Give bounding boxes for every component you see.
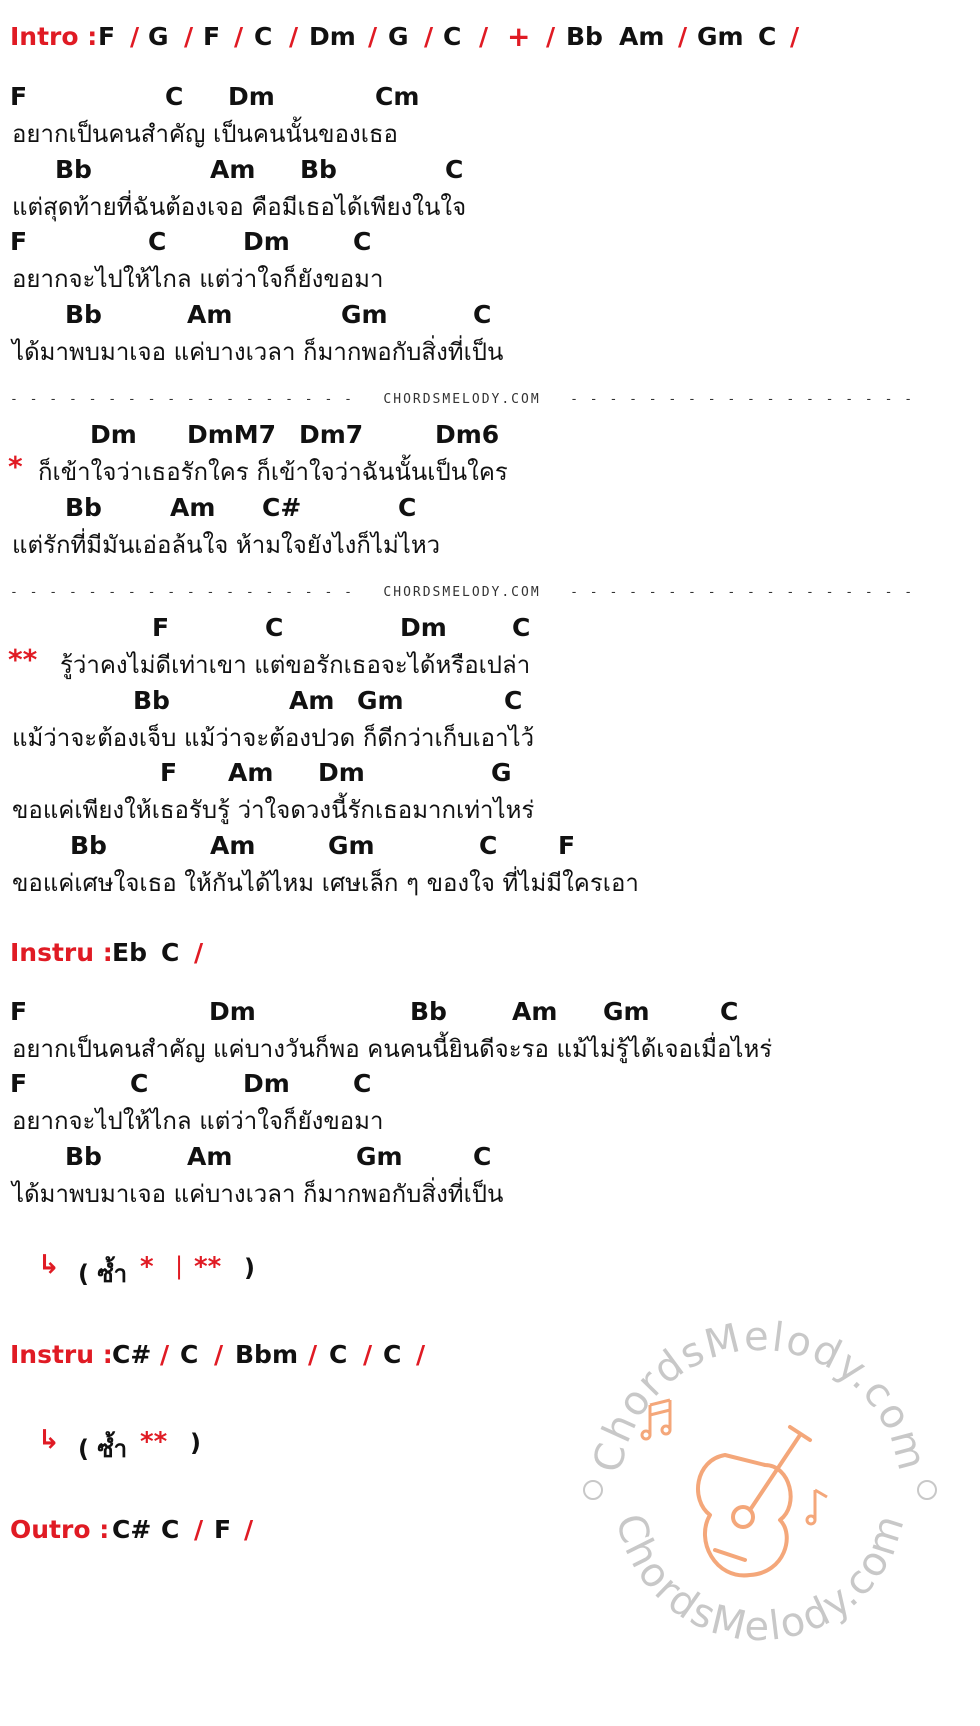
intro-slash: / xyxy=(130,22,140,51)
outro-slash: / xyxy=(244,1515,254,1544)
repeat-divider: | xyxy=(175,1252,184,1280)
intro-chord: G xyxy=(148,22,169,51)
lyric-line: แต่สุดท้ายที่ฉันต้องเจอ คือมีเธอได้เพียงในใจ xyxy=(12,193,467,221)
chord: C xyxy=(720,997,739,1026)
chord: F xyxy=(10,997,28,1026)
instru-label: Instru : xyxy=(10,1340,113,1369)
repeat-close: ) xyxy=(244,1254,255,1282)
intro-slash: / xyxy=(368,22,378,51)
chord: Am xyxy=(187,1142,233,1171)
chord: Dm xyxy=(243,227,290,256)
watermark-text-top: ChordsMelody.com xyxy=(584,1313,936,1477)
chord: C xyxy=(165,82,184,111)
intro-slash: / xyxy=(790,22,800,51)
chord: C xyxy=(445,155,464,184)
lyric-line: ได้มาพบมาเจอ แค่บางเวลา ก็มากพอกับสิ่งที่เป็น xyxy=(12,1180,504,1208)
intro-slash: / xyxy=(546,22,556,51)
lyric-line: แต่รักที่มีมันเอ่อล้นใจ ห้ามใจยังไงก็ไม่ไหว xyxy=(12,531,441,559)
instru-slash: / xyxy=(194,938,204,967)
lyric-line: ขอแค่เศษใจเธอ ให้กันได้ไหม เศษเล็ก ๆ ของใจ ที่ไม่มีใครเอา xyxy=(12,869,639,897)
chord: C xyxy=(265,613,284,642)
chord: Am xyxy=(210,155,256,184)
instru-slash: / xyxy=(416,1340,426,1369)
chord: F xyxy=(10,1069,28,1098)
chord: DmM7 xyxy=(187,420,277,449)
chorus-2-marker: ** xyxy=(8,643,38,676)
chord: Gm xyxy=(341,300,388,329)
chord: Dm xyxy=(209,997,256,1026)
separator: - - - - - - - - - - - - - - - - - - CHORDSMELODY.COM - - - - - - - - - - - - - - - - - - xyxy=(10,392,915,407)
chord: Am xyxy=(187,300,233,329)
chorus-1-marker: * xyxy=(8,450,23,483)
chord: Bb xyxy=(65,1142,102,1171)
intro-chord: F xyxy=(98,22,116,51)
chord: F xyxy=(152,613,170,642)
intro-chord: Am xyxy=(619,22,665,51)
instru-slash: / xyxy=(214,1340,224,1369)
intro-chord: Dm xyxy=(309,22,356,51)
watermark-text-bottom: ChordsMelody.com xyxy=(606,1508,915,1651)
chord: Am xyxy=(210,831,256,860)
chord: Dm xyxy=(90,420,137,449)
instru-label: Instru : xyxy=(10,938,113,967)
outro-label: Outro : xyxy=(10,1515,110,1544)
instru-chord: C xyxy=(161,938,180,967)
lyric-line: รู้ว่าคงไม่ดีเท่าเขา แต่ขอรักเธอจะได้หรือเปล่า xyxy=(60,651,531,679)
intro-chord: Gm xyxy=(697,22,744,51)
chord: C xyxy=(479,831,498,860)
chord: G xyxy=(491,758,512,787)
separator-text: CHORDSMELODY.COM xyxy=(383,585,541,600)
instru-chord: C xyxy=(180,1340,199,1369)
chord: Am xyxy=(228,758,274,787)
chord: Bb xyxy=(410,997,447,1026)
intro-slash: / xyxy=(234,22,244,51)
lyric-line: อยากจะไปให้ไกล แต่ว่าใจก็ยังขอมา xyxy=(12,1107,384,1135)
chord: Bb xyxy=(65,493,102,522)
intro-slash: / xyxy=(678,22,688,51)
plus-marker: + xyxy=(507,20,531,53)
instru-chord: C# xyxy=(112,1340,152,1369)
chord: C xyxy=(353,1069,372,1098)
chord: Gm xyxy=(357,686,404,715)
intro-chord: C xyxy=(758,22,777,51)
outro-chord: C# xyxy=(112,1515,152,1544)
instru-chord: Bbm xyxy=(235,1340,299,1369)
outro-chord: F xyxy=(214,1515,232,1544)
chord: Dm6 xyxy=(435,420,500,449)
chord: Gm xyxy=(328,831,375,860)
chord: C xyxy=(353,227,372,256)
chordsmelody-watermark-logo xyxy=(575,1305,945,1675)
chord: Dm7 xyxy=(299,420,364,449)
chord: Bb xyxy=(70,831,107,860)
chord: Dm xyxy=(243,1069,290,1098)
chord: Gm xyxy=(603,997,650,1026)
intro-chord: Bb xyxy=(566,22,603,51)
intro-slash: / xyxy=(424,22,434,51)
repeat-close: ) xyxy=(190,1429,201,1457)
chord: Dm xyxy=(400,613,447,642)
separator-text: CHORDSMELODY.COM xyxy=(383,392,541,407)
repeat-label: ( ซ้ำ xyxy=(78,1260,128,1288)
intro-chord: C xyxy=(254,22,273,51)
chord: Dm xyxy=(318,758,365,787)
chord: F xyxy=(558,831,576,860)
instru-slash: / xyxy=(160,1340,170,1369)
chord: Bb xyxy=(65,300,102,329)
lyric-line: ได้มาพบมาเจอ แค่บางเวลา ก็มากพอกับสิ่งที่เป็น xyxy=(12,338,504,366)
intro-chord: G xyxy=(388,22,409,51)
chord: Bb xyxy=(55,155,92,184)
intro-chord: F xyxy=(203,22,221,51)
lyric-line: แม้ว่าจะต้องเจ็บ แม้ว่าจะต้องปวด ก็ดีกว่าเก็บเอาไว้ xyxy=(12,724,535,752)
lyric-line: อยากเป็นคนสำคัญ แค่บางวันก็พอ คนคนนี้ยินดีจะรอ แม้ไม่รู้ได้เจอเมื่อไหร่ xyxy=(12,1035,773,1063)
chord: Dm xyxy=(228,82,275,111)
return-arrow-icon: ↳ xyxy=(38,1250,60,1280)
chord: F xyxy=(10,227,28,256)
guitar-icon xyxy=(698,1427,810,1575)
repeat-marker: ** xyxy=(194,1252,222,1282)
intro-slash: / xyxy=(184,22,194,51)
chord: C xyxy=(473,300,492,329)
chord: C xyxy=(512,613,531,642)
instru-slash: / xyxy=(363,1340,373,1369)
repeat-label: ( ซ้ำ xyxy=(78,1435,128,1463)
chord: F xyxy=(160,758,178,787)
chord: C xyxy=(504,686,523,715)
instru-chord: C xyxy=(329,1340,348,1369)
chord: C xyxy=(398,493,417,522)
lyric-line: ขอแค่เพียงให้เธอรับรู้ ว่าใจดวงนี้รักเธอมากเท่าไหร่ xyxy=(12,796,535,824)
chord: C xyxy=(130,1069,149,1098)
chord: Bb xyxy=(133,686,170,715)
lyric-line: อยากเป็นคนสำคัญ เป็นคนนั้นของเธอ xyxy=(12,120,398,148)
intro-slash: / xyxy=(289,22,299,51)
outro-chord: C xyxy=(161,1515,180,1544)
watermark-dot-left xyxy=(584,1481,602,1499)
chord: C# xyxy=(262,493,302,522)
lyric-line: อยากจะไปให้ไกล แต่ว่าใจก็ยังขอมา xyxy=(12,265,384,293)
chord: C xyxy=(473,1142,492,1171)
return-arrow-icon: ↳ xyxy=(38,1425,60,1455)
intro-chord: C xyxy=(443,22,462,51)
chord: C xyxy=(148,227,167,256)
intro-slash: / xyxy=(479,22,489,51)
chord: Bb xyxy=(300,155,337,184)
repeat-marker: ** xyxy=(140,1427,168,1457)
instru-chord: Eb xyxy=(112,938,147,967)
separator: - - - - - - - - - - - - - - - - - - CHORDSMELODY.COM - - - - - - - - - - - - - - - - - - xyxy=(10,585,915,600)
chord: Am xyxy=(289,686,335,715)
music-note-icon xyxy=(807,1490,827,1524)
chord: Am xyxy=(170,493,216,522)
watermark-dot-right xyxy=(918,1481,936,1499)
instru-chord: C xyxy=(383,1340,402,1369)
chord: Cm xyxy=(375,82,420,111)
chord: Gm xyxy=(356,1142,403,1171)
chord: F xyxy=(10,82,28,111)
lyric-line: ก็เข้าใจว่าเธอรักใคร ก็เข้าใจว่าฉันนั้นเป็นใคร xyxy=(38,458,508,486)
chord: Am xyxy=(512,997,558,1026)
outro-slash: / xyxy=(194,1515,204,1544)
intro-label: Intro : xyxy=(10,22,98,51)
repeat-marker: * xyxy=(140,1252,154,1282)
instru-slash: / xyxy=(308,1340,318,1369)
